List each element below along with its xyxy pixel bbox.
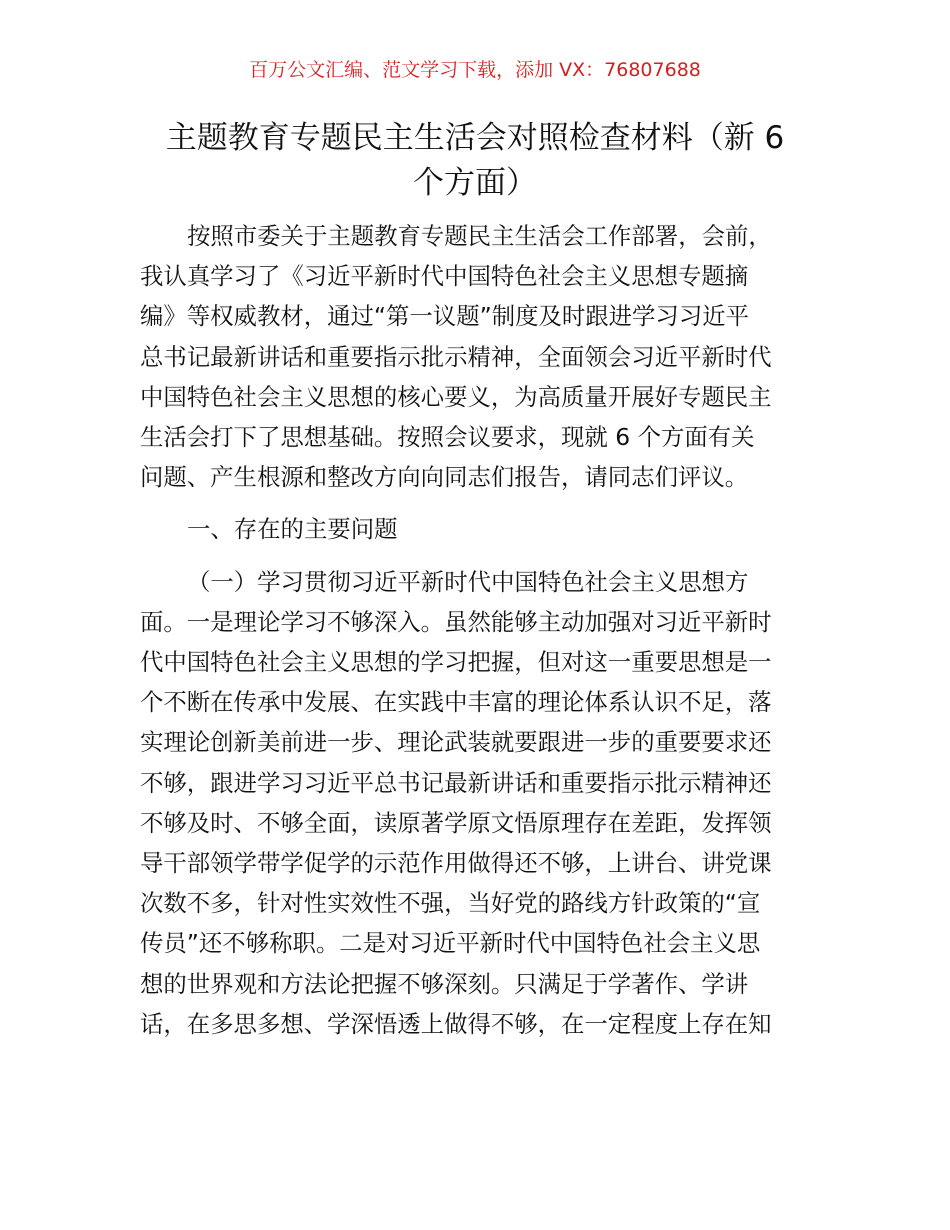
text-line: 面。一是理论学习不够深入。虽然能够主动加强对习近平新时 bbox=[140, 607, 772, 636]
text-line: 次数不多，针对性实效性不强，当好党的路线方针政策的“宣 bbox=[140, 889, 761, 918]
document-body bbox=[140, 216, 815, 1044]
text-line: 个不断在传承中发展、在实践中丰富的理论体系认识不足，落 bbox=[140, 688, 772, 717]
text-line: 想的世界观和方法论把握不够深刻。只满足于学著作、学讲 bbox=[140, 969, 749, 998]
text-line: 传员”还不够称职。二是对习近平新时代中国特色社会主义思 bbox=[140, 929, 761, 958]
section-heading: 一、存在的主要问题 bbox=[187, 515, 398, 544]
text-line: 总书记最新讲话和重要指示批示精神，全面领会习近平新时代 bbox=[140, 342, 772, 371]
text-line: 话，在多思多想、学深悟透上做得不够，在一定程度上存在知 bbox=[140, 1009, 772, 1038]
text-line: 实理论创新美前进一步、理论武装就要跟进一步的重要要求还 bbox=[140, 728, 772, 757]
text-line: 编》等权威教材，通过“第一议题”制度及时跟进学习习近平 bbox=[140, 302, 749, 331]
text-line: 生活会打下了思想基础。按照会议要求，现就 6 个方面有关 bbox=[140, 423, 755, 452]
text-line: 代中国特色社会主义思想的学习把握，但对这一重要思想是一 bbox=[140, 648, 772, 677]
text-line: 中国特色社会主义思想的核心要义，为高质量开展好专题民主 bbox=[140, 382, 772, 411]
subsection-paragraph bbox=[140, 562, 815, 1044]
text-line: 不够，跟进学习习近平总书记最新讲话和重要指示批示精神还 bbox=[140, 768, 772, 797]
text-line: （一）学习贯彻习近平新时代中国特色社会主义思想方 bbox=[187, 567, 749, 596]
text-line: 我认真学习了《习近平新时代中国特色社会主义思想专题摘 bbox=[140, 262, 749, 291]
title-line: 个方面） bbox=[413, 165, 537, 201]
document-title bbox=[140, 116, 810, 206]
text-line: 按照市委关于主题教育专题民主生活会工作部署，会前， bbox=[187, 222, 772, 250]
title-line: 主题教育专题民主生活会对照检查材料（新 6 bbox=[165, 120, 785, 156]
text-line: 不够及时、不够全面，读原著学原文悟原理存在差距，发挥领 bbox=[140, 808, 772, 837]
promo-header: 百万公文汇编、范文学习下载，添加 VX：76807688 bbox=[249, 59, 701, 81]
text-line: 问题、产生根源和整改方向向同志们报告，请同志们评议。 bbox=[140, 463, 749, 492]
intro-paragraph bbox=[140, 216, 815, 497]
text-line: 导干部领学带学促学的示范作用做得还不够，上讲台、讲党课 bbox=[140, 849, 772, 878]
